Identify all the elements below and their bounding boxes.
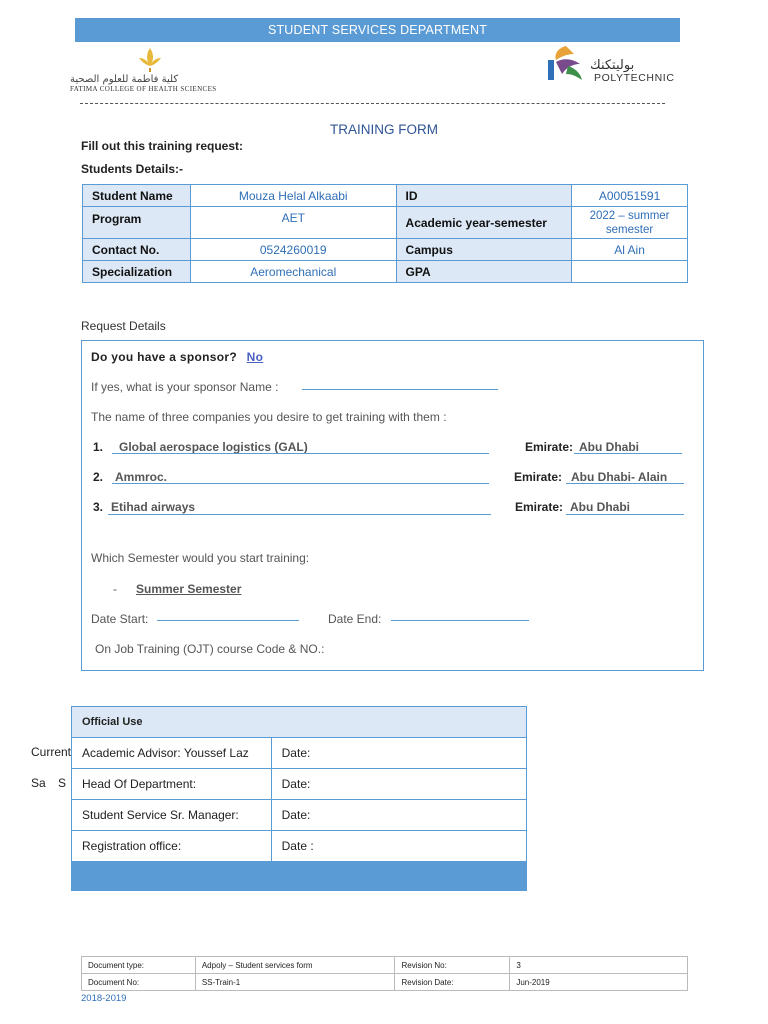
official-row-role: Student Service Sr. Manager: — [72, 800, 272, 831]
official-use-table — [71, 706, 527, 891]
program-value[interactable]: AET — [190, 207, 396, 239]
revision-date-label: Revision Date: — [395, 974, 510, 991]
side-text-sa: Sa — [31, 776, 46, 790]
contact-label: Contact No. — [83, 239, 191, 261]
gpa-value[interactable] — [572, 261, 688, 283]
sponsor-answer[interactable]: No — [246, 350, 264, 364]
official-use-header: Official Use — [72, 707, 527, 738]
doc-no-label: Document No: — [82, 974, 196, 991]
lotus-flower-icon — [136, 46, 164, 74]
official-row-date[interactable]: Date : — [271, 831, 526, 862]
revision-no-label: Revision No: — [395, 957, 510, 974]
company-3-emirate-line — [566, 514, 684, 515]
companies-question: The name of three companies you desire to get training with them : — [91, 410, 447, 424]
company-3-number: 3. — [93, 500, 104, 514]
company-1-number: 1. — [93, 440, 104, 454]
student-name-label: Student Name — [83, 185, 191, 207]
company-1-emirate-line — [574, 453, 682, 454]
header-divider — [80, 103, 665, 104]
student-name-value[interactable]: Mouza Helal Alkaabi — [190, 185, 396, 207]
company-3-line — [108, 514, 491, 515]
revision-date-value: Jun-2019 — [510, 974, 688, 991]
academic-year-footer: 2018-2019 — [81, 993, 127, 1004]
official-row-date[interactable]: Date: — [271, 800, 526, 831]
id-label: ID — [396, 185, 572, 207]
gpa-label: GPA — [396, 261, 572, 283]
side-text-s: S — [58, 776, 67, 790]
company-1-line — [112, 453, 489, 454]
campus-label: Campus — [396, 239, 572, 261]
sponsor-question — [91, 350, 263, 364]
specialization-value[interactable]: Aeromechanical — [190, 261, 396, 283]
right-logo-arabic: بوليتكنك — [590, 58, 635, 73]
date-start-label: Date Start: — [91, 612, 149, 626]
contact-value[interactable]: 0524260019 — [190, 239, 396, 261]
campus-value[interactable]: Al Ain — [572, 239, 688, 261]
ojt-label: On Job Training (OJT) course Code & NO.: — [95, 642, 325, 656]
polytechnic-emblem-icon — [544, 44, 590, 84]
company-2-name[interactable]: Ammroc. — [115, 470, 168, 484]
form-instruction: Fill out this training request: — [81, 139, 243, 153]
company-3-emirate[interactable]: Abu Dhabi — [570, 500, 630, 514]
form-title: TRAINING FORM — [330, 122, 438, 137]
revision-no-value: 3 — [510, 957, 688, 974]
sponsor-name-line[interactable] — [302, 389, 498, 390]
company-2-emirate[interactable]: Abu Dhabi- Alain — [571, 470, 668, 484]
program-label: Program — [83, 207, 191, 239]
left-logo-arabic: كلية فاطمة للعلوم الصحية — [70, 74, 179, 85]
request-details-box — [81, 340, 704, 671]
side-text-current: Current — [31, 745, 72, 759]
date-end-line[interactable] — [391, 620, 529, 621]
official-row-role: Head Of Department: — [72, 769, 272, 800]
company-2-emirate-line — [566, 483, 684, 484]
left-logo-english: FATIMA COLLEGE OF HEALTH SCIENCES — [70, 85, 217, 93]
id-value[interactable]: A00051591 — [572, 185, 688, 207]
company-1-name[interactable]: Global aerospace logistics (GAL) — [119, 440, 308, 454]
official-row-role: Registration office: — [72, 831, 272, 862]
doc-type-label: Document type: — [82, 957, 196, 974]
semester-question: Which Semester would you start training: — [91, 551, 310, 565]
date-end-label: Date End: — [328, 612, 382, 626]
academic-year-line2: semester — [605, 223, 654, 236]
company-1-emirate-label: Emirate: — [525, 440, 574, 454]
student-details-table — [82, 184, 688, 283]
company-1-emirate[interactable]: Abu Dhabi — [579, 440, 639, 454]
official-row-role: Academic Advisor: Youssef Laz — [72, 738, 272, 769]
semester-answer[interactable]: Summer Semester — [136, 582, 242, 596]
sponsor-question-text: Do you have a sponsor? — [91, 350, 237, 364]
company-2-line — [112, 483, 489, 484]
fatima-college-logo — [68, 46, 228, 96]
official-row-date[interactable]: Date: — [271, 769, 526, 800]
company-3-emirate-label: Emirate: — [515, 500, 564, 514]
students-details-label: Students Details:- — [81, 162, 184, 176]
department-banner: STUDENT SERVICES DEPARTMENT — [75, 18, 680, 42]
specialization-label: Specialization — [83, 261, 191, 283]
doc-no-value: SS-Train-1 — [195, 974, 395, 991]
request-details-label: Request Details — [81, 319, 166, 333]
semester-bullet: - — [113, 582, 117, 596]
academic-year-value[interactable] — [572, 207, 688, 239]
date-start-line[interactable] — [157, 620, 299, 621]
company-2-emirate-label: Emirate: — [514, 470, 563, 484]
academic-year-line1: 2022 – summer — [589, 209, 670, 222]
polytechnic-logo — [540, 44, 675, 84]
sponsor-name-question: If yes, what is your sponsor Name : — [91, 380, 279, 394]
official-use-footer — [72, 862, 527, 891]
doc-type-value: Adpoly – Student services form — [195, 957, 395, 974]
document-info-table — [81, 956, 688, 991]
official-row-date[interactable]: Date: — [271, 738, 526, 769]
right-logo-english: POLYTECHNIC — [594, 72, 675, 84]
company-2-number: 2. — [93, 470, 104, 484]
company-3-name[interactable]: Etihad airways — [111, 500, 196, 514]
academic-year-label: Academic year-semester — [396, 207, 572, 239]
